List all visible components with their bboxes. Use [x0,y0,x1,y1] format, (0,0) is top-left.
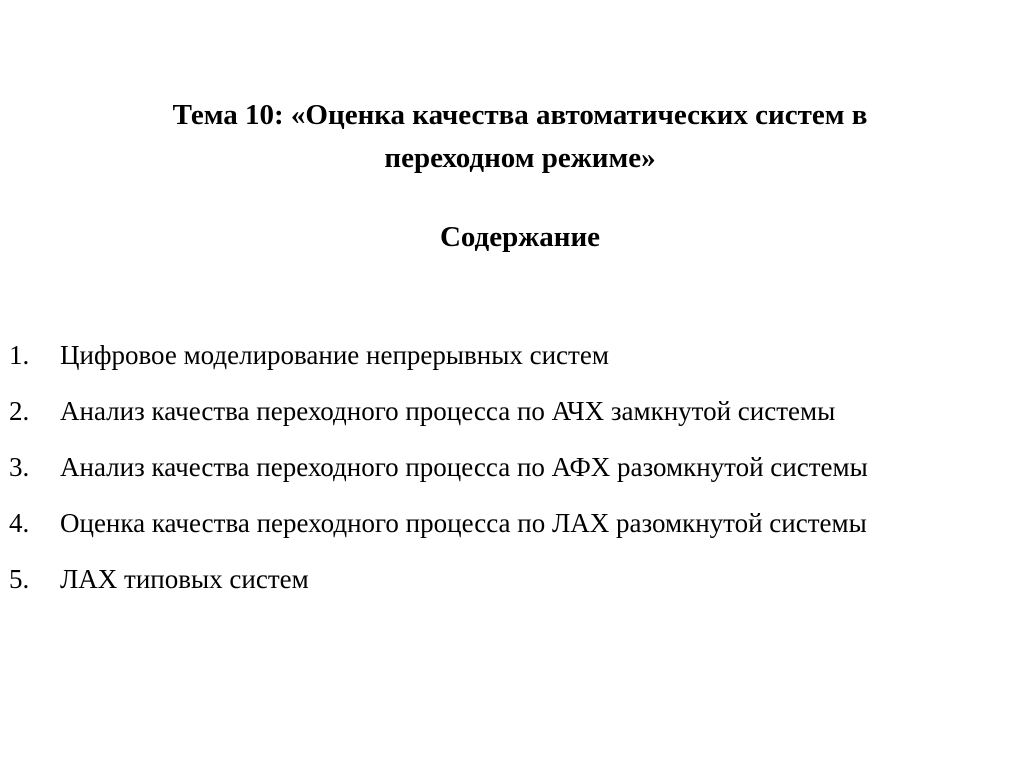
item-text: Анализ качества переходного процесса по АЧХ замкнутой системы [60,396,836,426]
item-text: Цифровое моделирование непрерывных систем [60,340,609,370]
item-number: 1. [9,340,30,370]
item-number: 5. [9,564,30,594]
slide-title-line-2: переходном режиме» [384,142,656,174]
contents-item-3 [0,450,1024,506]
item-number: 3. [9,452,30,482]
contents-list [0,338,1024,618]
item-number: 4. [9,508,30,538]
item-number: 2. [9,396,30,426]
contents-item-2 [0,394,1024,450]
slide-title-line-1: Тема 10: «Оценка качества автоматических систем в [172,99,868,131]
item-text: Оценка качества переходного процесса по ЛАХ разомкнутой системы [60,508,867,538]
contents-item-4 [0,506,1024,562]
contents-heading: Содержание [439,221,601,253]
contents-item-1 [0,338,1024,394]
item-text: ЛАХ типовых систем [60,564,309,594]
item-text: Анализ качества переходного процесса по АФХ разомкнутой системы [60,452,868,482]
contents-item-5 [0,562,1024,618]
